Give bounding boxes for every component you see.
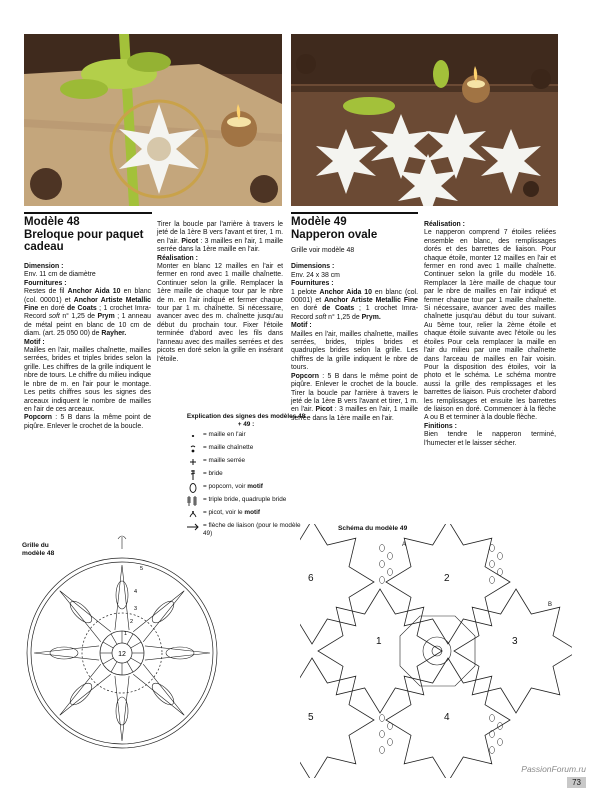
model-49-title: Modèle 49	[291, 212, 418, 229]
popcorn-petal	[67, 598, 95, 626]
m49-realisation-label: Réalisation :	[424, 221, 465, 228]
diagram-48-round-number: 1	[124, 631, 128, 637]
star-number: 3	[512, 636, 518, 647]
m48-realisation-label: Réalisation :	[157, 254, 198, 262]
assembly-schema-model-49	[300, 524, 572, 778]
m49-realisation-text: Le napperon comprend 7 étoiles reliées ensemble en blanc, des remplissages dorés et des barrettes de liaison. Pour chaque étoile, monter 12 mailles en l'air et fermer en rond avec 1 maille chaînette. Continuer selon la grille du modèle 16. Remplacer la 1ère maille de chaque tour par le nbre de mailles en l'air indiqué et fermer chaque tour par 1 maille chaînette. Si nécessaire, avancer avec des mailles chaînette jusqu'au début du tour suivant. Au 5ème tour, relier la 2ème étoile et chaque étoile suivante avec l'étoile ou les étoiles Pour cela remplacer la maille en l'air du milieu par une maille chaînette dans l'arceau de mailles en l'air voisin. Pour la disposition des étoiles, voir la photo et le schéma. Le schéma montre aussi la grille des remplissages et les barrettes de liaison. Puis crocheter d'abord les remplissages et ensuite les barrettes de liaison en doré. Commencer à la flèche A ou B et terminer à la double flèche.	[424, 229, 556, 422]
model-48-subtitle-line-1: Breloque pour paquet	[24, 229, 144, 241]
diagram-49-label: Schéma du modèle 49	[338, 525, 408, 532]
photo-oval-doily	[291, 34, 558, 206]
star-outline	[300, 524, 374, 644]
triple-treble-icon	[186, 496, 200, 506]
m48-popcorn-continued: Tirer la boucle par l'arrière à travers le jeté de la 1ère B vers l'avant et tirer, 1 m. en l'air. Picot : 3 mailles en l'air, 1 maille serrée dans la 1ère maille en l'air.	[157, 221, 283, 254]
star-number: 6	[308, 573, 314, 584]
m48-motif-label: Motif :	[24, 338, 45, 346]
m48-dimension-text: Env. 11 cm de diamètre	[24, 271, 96, 279]
star-point-outline	[60, 664, 111, 715]
legend-row: = flèche de liaison (pour le modèle 49)	[186, 522, 306, 537]
filler-popcorn	[380, 715, 385, 722]
m48-supplies-label: Fournitures :	[24, 279, 67, 287]
column-model-48-realisation	[157, 221, 283, 364]
picot-icon	[186, 509, 200, 519]
star-point-outline	[133, 591, 184, 642]
filler-popcorn	[380, 731, 385, 738]
filler-popcorn	[498, 569, 503, 576]
diagram-48-round-number: 3	[134, 606, 138, 612]
m49-popcorn-text: Popcorn : 5 B dans le même point de piqûre. Enlever le crochet de la boucle. Tirer la boucle par l'arrière à travers le jeté de la 1ère B vers l'avant et tirer, 1 m. en l'air. Picot : 3 mailles en l'air, 1 maille serrée dans la 1ère maille en l'air.	[291, 372, 418, 422]
m49-finishing-label: Finitions :	[424, 422, 457, 430]
chain-stitch-icon	[186, 431, 200, 441]
filler-popcorn	[498, 553, 503, 560]
star-point-outline	[145, 646, 210, 660]
m49-supplies-text: 1 pelote Anchor Aida 10 en blanc (col. 00001) et Anchor Artiste Metallic Fine en doré de Coats ; 1 crochet Imra-Record soft n° 1,25 de Prym.	[291, 288, 418, 321]
diagram-48-round-number: 5	[140, 566, 144, 572]
m49-dimension-text: Env. 24 x 38 cm	[291, 271, 340, 279]
m48-popcorn-text: Popcorn : 5 B dans la même point de piqûre. Enlever le crochet de la boucle.	[24, 414, 151, 430]
arrow-label: B	[548, 602, 553, 608]
m48-supplies-text: Restes de fil Anchor Aida 10 en blanc (col. 00001) et Anchor Artiste Metallic Fine en doré de Coats ; 1 crochet Imra-Record soft n° 1,25 de Prym ; 1 anneau de métal peint en blanc de 10 cm de diam. (art. 25 050 00) de Rayher.	[24, 288, 152, 338]
filler-popcorn	[388, 739, 393, 746]
filler-popcorn	[380, 577, 385, 584]
m49-motif-label: Motif :	[291, 322, 312, 330]
star-number: 2	[444, 573, 450, 584]
star-outline	[454, 589, 572, 713]
popcorn-petal	[149, 680, 177, 708]
filler-popcorn	[490, 577, 495, 584]
m48-realisation-text: Monter en blanc 12 mailles en l'air et fermer en rond avec 1 maille chaînette. Continuer selon la grille. Remplacer la 1ère maille de chaque tour par le nbre de m. en l'air indiqué et fermer chaque tour par 1 m. chaînette. Si nécessaire, avancer avec des m. chaînette jusqu'au début du prochain tour. Fixer l'étoile terminée d'abord avec les fils dans l'anneau avec des mailles serrées et des picots en doré selon la grille en insérant l'étoile.	[157, 263, 283, 363]
stitch-spoke	[111, 634, 117, 644]
diagram-48-round-number: 4	[134, 589, 138, 595]
filler-popcorn	[490, 715, 495, 722]
diagram-48-center-count: 12	[118, 651, 126, 658]
model-48-subtitle-line-2: cadeau	[24, 241, 64, 253]
stitch-spoke	[127, 662, 133, 672]
star-point-outline	[60, 591, 111, 642]
popcorn-petal	[149, 598, 177, 626]
watermark: PassionForum.ru	[521, 764, 586, 774]
photo-gift-ornament	[24, 34, 282, 206]
single-crochet-icon	[186, 457, 200, 467]
m48-motif-text: Mailles en l'air, mailles chaînette, mailles serrées, brides et triples brides selon la grille. Les chiffres de la grille indiquent le nbre de tours. Le chiffre du milieu indique le nbre de m. en l'air pour le montage. Les petits chiffres sous les signes des arceaux indiquent le nombre de mailles en l'air de ces arceaux.	[24, 347, 151, 413]
legend-row: = bride	[186, 470, 306, 480]
arrow-label: A	[402, 542, 407, 548]
legend-row: = maille chaînette	[186, 444, 306, 454]
filler-popcorn	[380, 545, 385, 552]
page-number: 73	[567, 777, 586, 788]
stitch-spoke	[111, 662, 117, 672]
m49-motif-text: Mailles en l'air, mailles chaînette, mailles serrées, brides, triples brides et quadruples brides selon la grille. Les chiffres de la grille indiquent le nbre de tours.	[291, 330, 418, 372]
stitch-spoke	[131, 658, 141, 664]
filler-popcorn	[388, 569, 393, 576]
filler-popcorn	[490, 731, 495, 738]
legend-row: = maille serrée	[186, 457, 306, 467]
m49-dimension-label: Dimensions :	[291, 263, 335, 271]
legend-row: = picot, voir le motif	[186, 509, 306, 519]
m49-finishing-text: Bien tendre le napperon terminé, l'humecter et le laisser sécher.	[424, 431, 556, 447]
popcorn-icon	[186, 483, 200, 493]
diagram-48-drawing	[22, 535, 222, 780]
diagram-49-drawing	[300, 524, 572, 778]
column-model-48-details	[24, 263, 151, 431]
star-point-outline	[115, 565, 129, 630]
crochet-grid-model-48	[22, 535, 222, 780]
legend-row: = popcorn, voir motif	[186, 483, 306, 493]
stitch-spoke	[103, 658, 113, 664]
model-48-title: Modèle 48	[24, 212, 152, 229]
column-model-49-details	[291, 247, 418, 423]
stitch-spoke	[131, 642, 141, 648]
heading-model-48	[24, 212, 152, 253]
heading-model-49	[291, 212, 418, 241]
star-point-outline	[115, 676, 129, 741]
star-number: 1	[376, 636, 382, 647]
slip-stitch-icon	[186, 444, 200, 454]
filler-popcorn	[490, 561, 495, 568]
column-model-49-realisation	[424, 221, 556, 448]
star-number: 5	[308, 712, 314, 723]
symbol-legend	[186, 413, 306, 540]
m48-dimension-label: Dimension :	[24, 263, 64, 270]
star-point-outline	[34, 646, 99, 660]
filler-popcorn	[490, 747, 495, 754]
filler-popcorn	[388, 553, 393, 560]
star-number: 4	[444, 712, 450, 723]
diagram-48-round-number: 2	[130, 619, 134, 625]
star-outline	[318, 589, 442, 713]
filler-popcorn	[388, 723, 393, 730]
diagram-48-label: Grille du modèle 48	[22, 542, 55, 557]
filler-popcorn	[380, 561, 385, 568]
filler-popcorn	[490, 545, 495, 552]
legend-row: = triple bride, quadruple bride	[186, 496, 306, 506]
arrow-icon	[186, 522, 200, 532]
legend-row: = maille en l'air	[186, 431, 306, 441]
star-point-outline	[133, 664, 184, 715]
m49-supplies-label: Fournitures :	[291, 280, 334, 288]
filler-popcorn	[498, 739, 503, 746]
legend-title: Explication des signes des modèles 48 + 49 :	[186, 413, 306, 428]
stitch-spoke	[127, 634, 133, 644]
stitch-spoke	[103, 642, 113, 648]
double-crochet-icon	[186, 470, 200, 480]
m49-grid-note: Grille voir modèle 48	[291, 247, 355, 254]
filler-popcorn	[380, 747, 385, 754]
model-49-subtitle: Napperon ovale	[291, 229, 378, 241]
popcorn-petal	[67, 680, 95, 708]
